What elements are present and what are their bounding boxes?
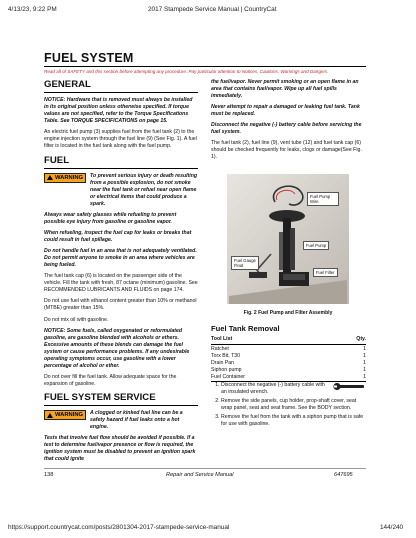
left-column <box>44 79 198 467</box>
tool-row: Siphon pump 1 <box>211 367 366 374</box>
warning-triangle-icon <box>47 413 53 418</box>
footer-rule <box>44 468 366 469</box>
fuel-warning-text: To prevent serious injury or death resulting from a possible explosion, do not smoke near the fuel tank or refuel near open flame or electrical items that could produce a spark. <box>90 172 198 207</box>
general-heading: GENERAL <box>44 79 91 90</box>
fuel-paragraph-4: Do not over fill the fuel tank. Allow adequate space for the expansion of gasoline. <box>44 373 177 387</box>
tool-row: Drain Pan 1 <box>211 360 366 367</box>
fuel-paragraph-2: Do not use fuel with ethanol content greater than 10% or methanol (MTBE) greater than 15%. <box>44 298 197 312</box>
general-notice: NOTICE: Hardware that is removed must always be installed in its original position unless otherwise specified. If torque values are not specified, refer to the Torque Specifications Table. See TORQUE SPECIFICATIONS on page 15. <box>44 97 193 125</box>
figure-label: Fuel Gauge Float <box>231 256 259 270</box>
continued-warning-3: Disconnect the negative (-) battery cable before servicing the fuel system. <box>211 122 362 136</box>
fuel-paragraph-3: Do not mix oil with gasoline. <box>44 316 109 323</box>
tool-list-header: Tool List Qty. <box>211 336 366 345</box>
fuel-pump-photo <box>227 174 349 304</box>
print-datetime: 4/13/23, 9:22 PM <box>8 6 57 13</box>
tool-row: Fuel Container 1 <box>211 374 366 382</box>
removal-steps <box>211 382 366 430</box>
fuel-heading: FUEL <box>44 154 70 166</box>
figure-label: Fuel Filter <box>313 268 338 277</box>
page-title: FUEL SYSTEM <box>44 51 134 65</box>
service-heading: FUEL SYSTEM SERVICE <box>44 391 156 403</box>
step-item: 2. Remove the side panels, cup holder, prop-shaft cover, seat wrap panel, seat and seat frame. See the BODY section. <box>221 398 366 412</box>
footer-code: 647695 <box>334 472 353 478</box>
continued-paragraph: The fuel tank (2), fuel line (9), vent tube (12) and fuel tank cap (6) should be checked frequently for leaks, clogs or damage(See Fig. 1). <box>211 140 362 161</box>
warning-triangle-icon <box>47 175 53 180</box>
wrench-icon <box>332 382 366 391</box>
fuel-paragraph-1: The fuel tank cap (6) is located on the passenger side of the vehicle. Fill the tank with fresh, 87 octane (minimum) gasoline. See RECOMMENDED LUBRICANTS AND FLUIDS on page 174. <box>44 273 198 294</box>
fuel-warning-2: Always wear safety glasses while refueling to prevent possible eye injury from gasoline or gasoline vapor. <box>44 211 177 225</box>
figure-label: Fuel Pump <box>303 241 329 250</box>
print-page-count: 144/240 <box>380 524 404 531</box>
tool-row: Torx Bit, T30 1 <box>211 353 366 360</box>
warning-badge: WARNING <box>44 173 86 183</box>
warning-badge: WARNING <box>44 410 86 420</box>
figure-caption: Fig. 2 Fuel Pump and Filter Assembly <box>243 310 333 316</box>
page-number: 138 <box>44 472 54 478</box>
right-column <box>211 79 366 165</box>
tool-list-table <box>211 336 366 382</box>
fuel-notice: NOTICE: Some fuels, called oxygenated or reformulated gasoline, are gasoline blended with alcohols or ethers. Excessive amounts of these blends can damage the fuel system or cause performance problems. If any undesirable operating symptoms occur, use gasoline with a lower percentage of alcohol or ether. <box>44 327 190 369</box>
service-bold-paragraph: Tests that involve fuel flow should be avoided if possible. If a test to determine fuel/vapor presence or flow is required, the ignition system must be disabled to prevent an ignition spark that could ignite <box>44 435 196 463</box>
tool-row: Ratchet 1 <box>211 346 366 353</box>
intro-safety-note: Read all of SAFETY and this section before attempting any procedure. Pay particular attention to Notices, Cautions, Warnings and Dangers. <box>44 69 329 74</box>
fuel-warning-4: Do not handle fuel in an area that is not adequately ventilated. Do not permit anyone to smoke in an area where vehicles are being fueled. <box>44 248 197 269</box>
service-warning <box>44 410 198 431</box>
print-url: https://support.countrycat.com/posts/2801304-2017-stampede-service-manual <box>8 524 230 531</box>
print-doc-title: 2017 Stampede Service Manual | CountryCat <box>148 6 277 13</box>
step-item: 1. Disconnect the negative (-) battery cable with an insulated wrench. <box>221 382 366 396</box>
figure-label: Fuel Pump Wire <box>307 192 339 206</box>
step-item: 3. Remove the fuel from the tank with a siphon pump that is safe for use with gasoline. <box>221 414 366 428</box>
continued-warning-2: Never attempt to repair a damaged or leaking fuel tank. Tank must be replaced. <box>211 104 360 118</box>
fuel-rule <box>44 168 198 169</box>
removal-heading: Fuel Tank Removal <box>211 324 280 333</box>
footer-title: Repair and Service Manual <box>166 472 234 478</box>
general-rule <box>44 92 198 93</box>
service-rule <box>44 405 198 406</box>
fuel-warning-3: When refueling, inspect the fuel cap for leaks or breaks that could result in fuel spillage. <box>44 230 192 244</box>
fuel-warning <box>44 173 198 208</box>
title-rule <box>44 66 366 67</box>
general-paragraph: An electric fuel pump (3) supplies fuel from the fuel tank (2) to the engine injection system through the fuel line (9) (See Fig. 1). A fuel filter is located in the fuel tank along with the fuel pump. <box>44 129 197 150</box>
service-warning-text: A clogged or kinked fuel line can be a safety hazard if fuel leaks onto a hot engine. <box>90 410 183 431</box>
continued-warning-1: the fuel/vapor. Never permit smoking or an open flame in an area that contains fuel/vapor. Wipe up all fuel spills immediately. <box>211 79 359 99</box>
